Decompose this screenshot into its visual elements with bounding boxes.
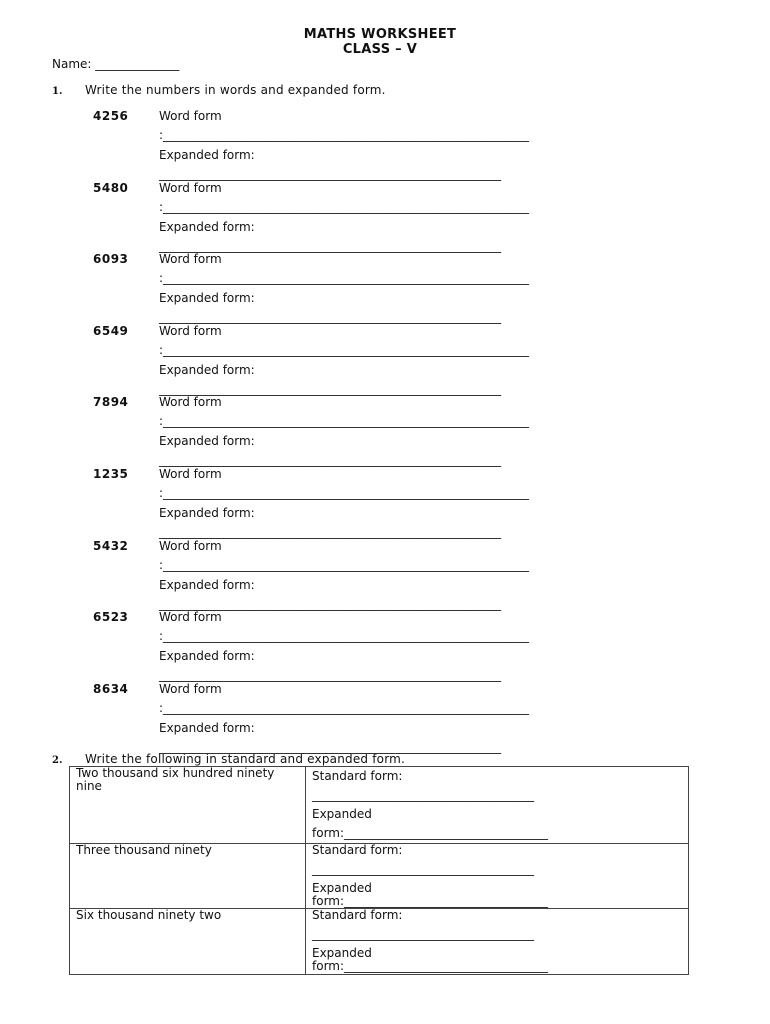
number-in-words: Three thousand ninety <box>70 844 306 909</box>
question-2-number: 2. <box>52 755 63 766</box>
standard-form-label: Standard form: <box>312 769 403 783</box>
word-form-line[interactable]: :_____________________________________________________________ <box>159 271 530 286</box>
expanded-form-line[interactable]: _________________________________________________________ <box>159 596 501 611</box>
word-form-label: Word form <box>159 323 222 338</box>
number-entry <box>0 610 770 682</box>
standard-form-label: Standard form: <box>312 843 403 857</box>
expanded-form-line[interactable]: form:__________________________________ <box>312 826 549 840</box>
worksheet-class: CLASS – V <box>342 42 418 57</box>
word-form-line[interactable]: :_____________________________________________________________ <box>159 700 530 715</box>
table-row <box>70 844 689 909</box>
expanded-form-label: Expanded <box>312 881 372 895</box>
expanded-form-line[interactable]: _________________________________________________________ <box>159 525 501 539</box>
expanded-form-line[interactable]: _________________________________________________________ <box>159 310 501 325</box>
number-entry <box>0 395 770 467</box>
question-1-instruction: Write the numbers in words and expanded form. <box>85 83 386 97</box>
expanded-form-label: Expanded form: <box>159 506 255 520</box>
word-form-label: Word form <box>159 538 222 553</box>
standard-form-line[interactable]: _____________________________________ <box>312 788 534 802</box>
word-form-label: Word form <box>159 395 222 410</box>
expanded-form-line[interactable]: _________________________________________________________ <box>159 238 501 253</box>
standard-form-line[interactable]: _____________________________________ <box>312 927 534 941</box>
expanded-form-line[interactable]: _________________________________________________________ <box>159 739 501 754</box>
number-entry <box>0 539 770 611</box>
expanded-form-label: Expanded form: <box>159 148 255 162</box>
given-number: 5480 <box>93 180 129 195</box>
answer-cell[interactable] <box>306 909 689 975</box>
given-number: 6093 <box>93 252 129 267</box>
answer-cell[interactable] <box>306 844 689 909</box>
word-form-line[interactable]: :_____________________________________________________________ <box>159 414 530 429</box>
word-form-line[interactable]: :_____________________________________________________________ <box>159 128 530 142</box>
word-form-line[interactable]: :_____________________________________________________________ <box>159 199 530 214</box>
table-row <box>70 909 689 975</box>
word-form-label: Word form <box>159 252 222 267</box>
number-entry <box>0 467 770 539</box>
answer-cell[interactable] <box>306 767 689 844</box>
word-form-line[interactable]: :_____________________________________________________________ <box>159 342 530 357</box>
table-row <box>70 767 689 844</box>
expanded-form-label: Expanded <box>312 807 372 821</box>
question-2-instruction: Write the following in standard and expanded form. <box>85 752 406 766</box>
word-form-line[interactable]: :_____________________________________________________________ <box>159 557 530 572</box>
given-number: 7894 <box>93 395 129 410</box>
expanded-form-label: Expanded form: <box>159 434 255 449</box>
number-entry <box>0 181 770 253</box>
word-form-label: Word form <box>159 109 222 123</box>
standard-form-line[interactable]: _____________________________________ <box>312 862 534 876</box>
standard-form-label: Standard form: <box>312 908 403 922</box>
expanded-form-label: Expanded form: <box>159 291 255 306</box>
word-form-label: Word form <box>159 180 222 195</box>
given-number: 1235 <box>93 467 129 481</box>
number-in-words: Six thousand ninety two <box>70 909 306 975</box>
expanded-form-line[interactable]: form:__________________________________ <box>312 894 549 908</box>
given-number: 4256 <box>93 109 129 123</box>
number-entry <box>0 324 770 396</box>
expanded-form-label: Expanded form: <box>159 577 255 592</box>
word-form-label: Word form <box>159 610 222 625</box>
expanded-form-line[interactable]: form:__________________________________ <box>312 959 549 973</box>
given-number: 8634 <box>93 681 129 696</box>
expanded-form-line[interactable]: _________________________________________________________ <box>159 167 501 181</box>
word-form-label: Word form <box>159 467 222 481</box>
expanded-form-label: Expanded form: <box>159 720 255 735</box>
given-number: 6523 <box>93 610 129 625</box>
given-number: 5432 <box>93 538 129 553</box>
number-entry <box>0 682 770 754</box>
expanded-form-line[interactable]: _________________________________________________________ <box>159 453 501 468</box>
expanded-form-label: Expanded form: <box>159 362 255 377</box>
number-entry <box>0 109 770 181</box>
word-form-label: Word form <box>159 681 222 696</box>
expanded-form-line[interactable]: _________________________________________________________ <box>159 668 501 683</box>
number-entry <box>0 252 770 324</box>
expanded-form-label: Expanded <box>312 946 372 960</box>
expanded-form-line[interactable]: _________________________________________________________ <box>159 381 501 396</box>
word-form-line[interactable]: :_____________________________________________________________ <box>159 629 530 644</box>
given-number: 6549 <box>93 323 129 338</box>
name-field[interactable]: Name: ______________ <box>52 57 180 71</box>
expanded-form-label: Expanded form: <box>159 219 255 234</box>
word-form-line[interactable]: :_____________________________________________________________ <box>159 486 530 500</box>
expanded-form-label: Expanded form: <box>159 649 255 664</box>
worksheet-title: MATHS WORKSHEET <box>303 27 457 42</box>
number-in-words: Two thousand six hundred ninety nine <box>70 767 306 844</box>
question-1-number: 1. <box>52 86 63 97</box>
question-2-table <box>69 766 689 975</box>
